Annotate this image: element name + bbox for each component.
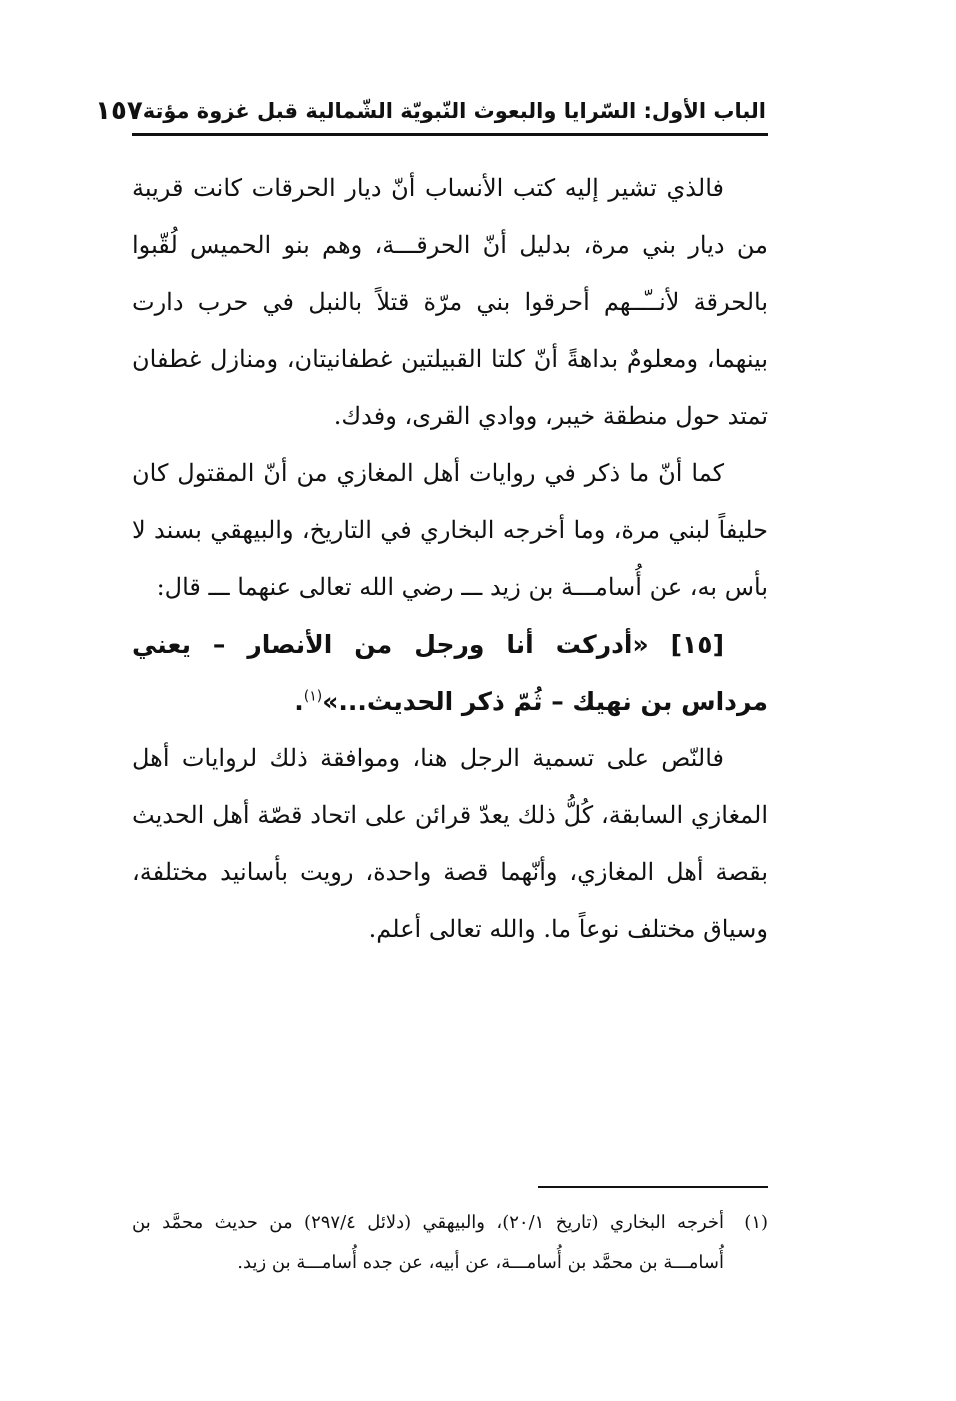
footnote-rule <box>538 1186 768 1188</box>
running-title: الباب الأول: السّرايا والبعوث النّبويّة الشّمالية قبل غزوة مؤتة <box>142 99 766 123</box>
paragraph-1: فالذي تشير إليه كتب الأنساب أنّ ديار الحرقات كانت قريبة من ديار بني مرة، بدليل أنّ الحرقـــة، وهم بنو الحميس لُقّبوا بالحرقة لأنــّــهم أحرقوا بني مرّة قتلاً بالنبل في حرب دارت بينهما، ومعلومٌ بداهةً أنّ كلتا القبيلتين غطفانيتان، ومنازل غطفان تمتد حول منطقة خيبر، ووادي القرى، وفدك. <box>132 174 768 430</box>
running-header <box>95 86 766 126</box>
paragraph-2: كما أنّ ما ذكر في روايات أهل المغازي من أنّ المقتول كان حليفاً لبني مرة، وما أخرجه البخاري في التاريخ، والبيهقي بسند لا بأس به، عن أُسامـــة بن زيد ـــ رضي الله تعالى عنهما ـــ قال: <box>132 459 768 601</box>
page-number: ١٥٧ <box>95 96 143 126</box>
hadith-text: «أدركت أنا ورجل من الأنصار – يعني مرداس بن نهيك – ثُمّ ذكر الحديث...» <box>132 630 768 716</box>
footnotes <box>132 1203 768 1283</box>
hadith-end: . <box>294 687 304 716</box>
hadith-number: [١٥] <box>670 630 724 659</box>
hadith-block <box>132 616 768 730</box>
main-text <box>132 160 768 958</box>
header-rule <box>132 133 768 136</box>
footnote-marker: (١) <box>744 1212 769 1233</box>
footnote-text: أخرجه البخاري (تاريخ ٢٠/١)، والبيهقي (دلائل ٢٩٧/٤) من حديث محمَّد بن أُسامـــة بن محمَّد بن أُسامـــة، عن أبيه، عن جده أُسامـــة بن زيد. <box>132 1212 725 1273</box>
footnote-reference: (١) <box>303 688 323 705</box>
paragraph-3: فالنّص على تسمية الرجل هنا، وموافقة ذلك لروايات أهل المغازي السابقة، كُلُّ ذلك يعدّ قرائن على اتحاد قصّة أهل الحديث بقصة أهل المغازي، وأنّهما قصة واحدة، رويت بأسانيد مختلفة، وسياق مختلف نوعاً ما. والله تعالى أعلم. <box>132 744 768 943</box>
footnote-1 <box>132 1203 768 1283</box>
